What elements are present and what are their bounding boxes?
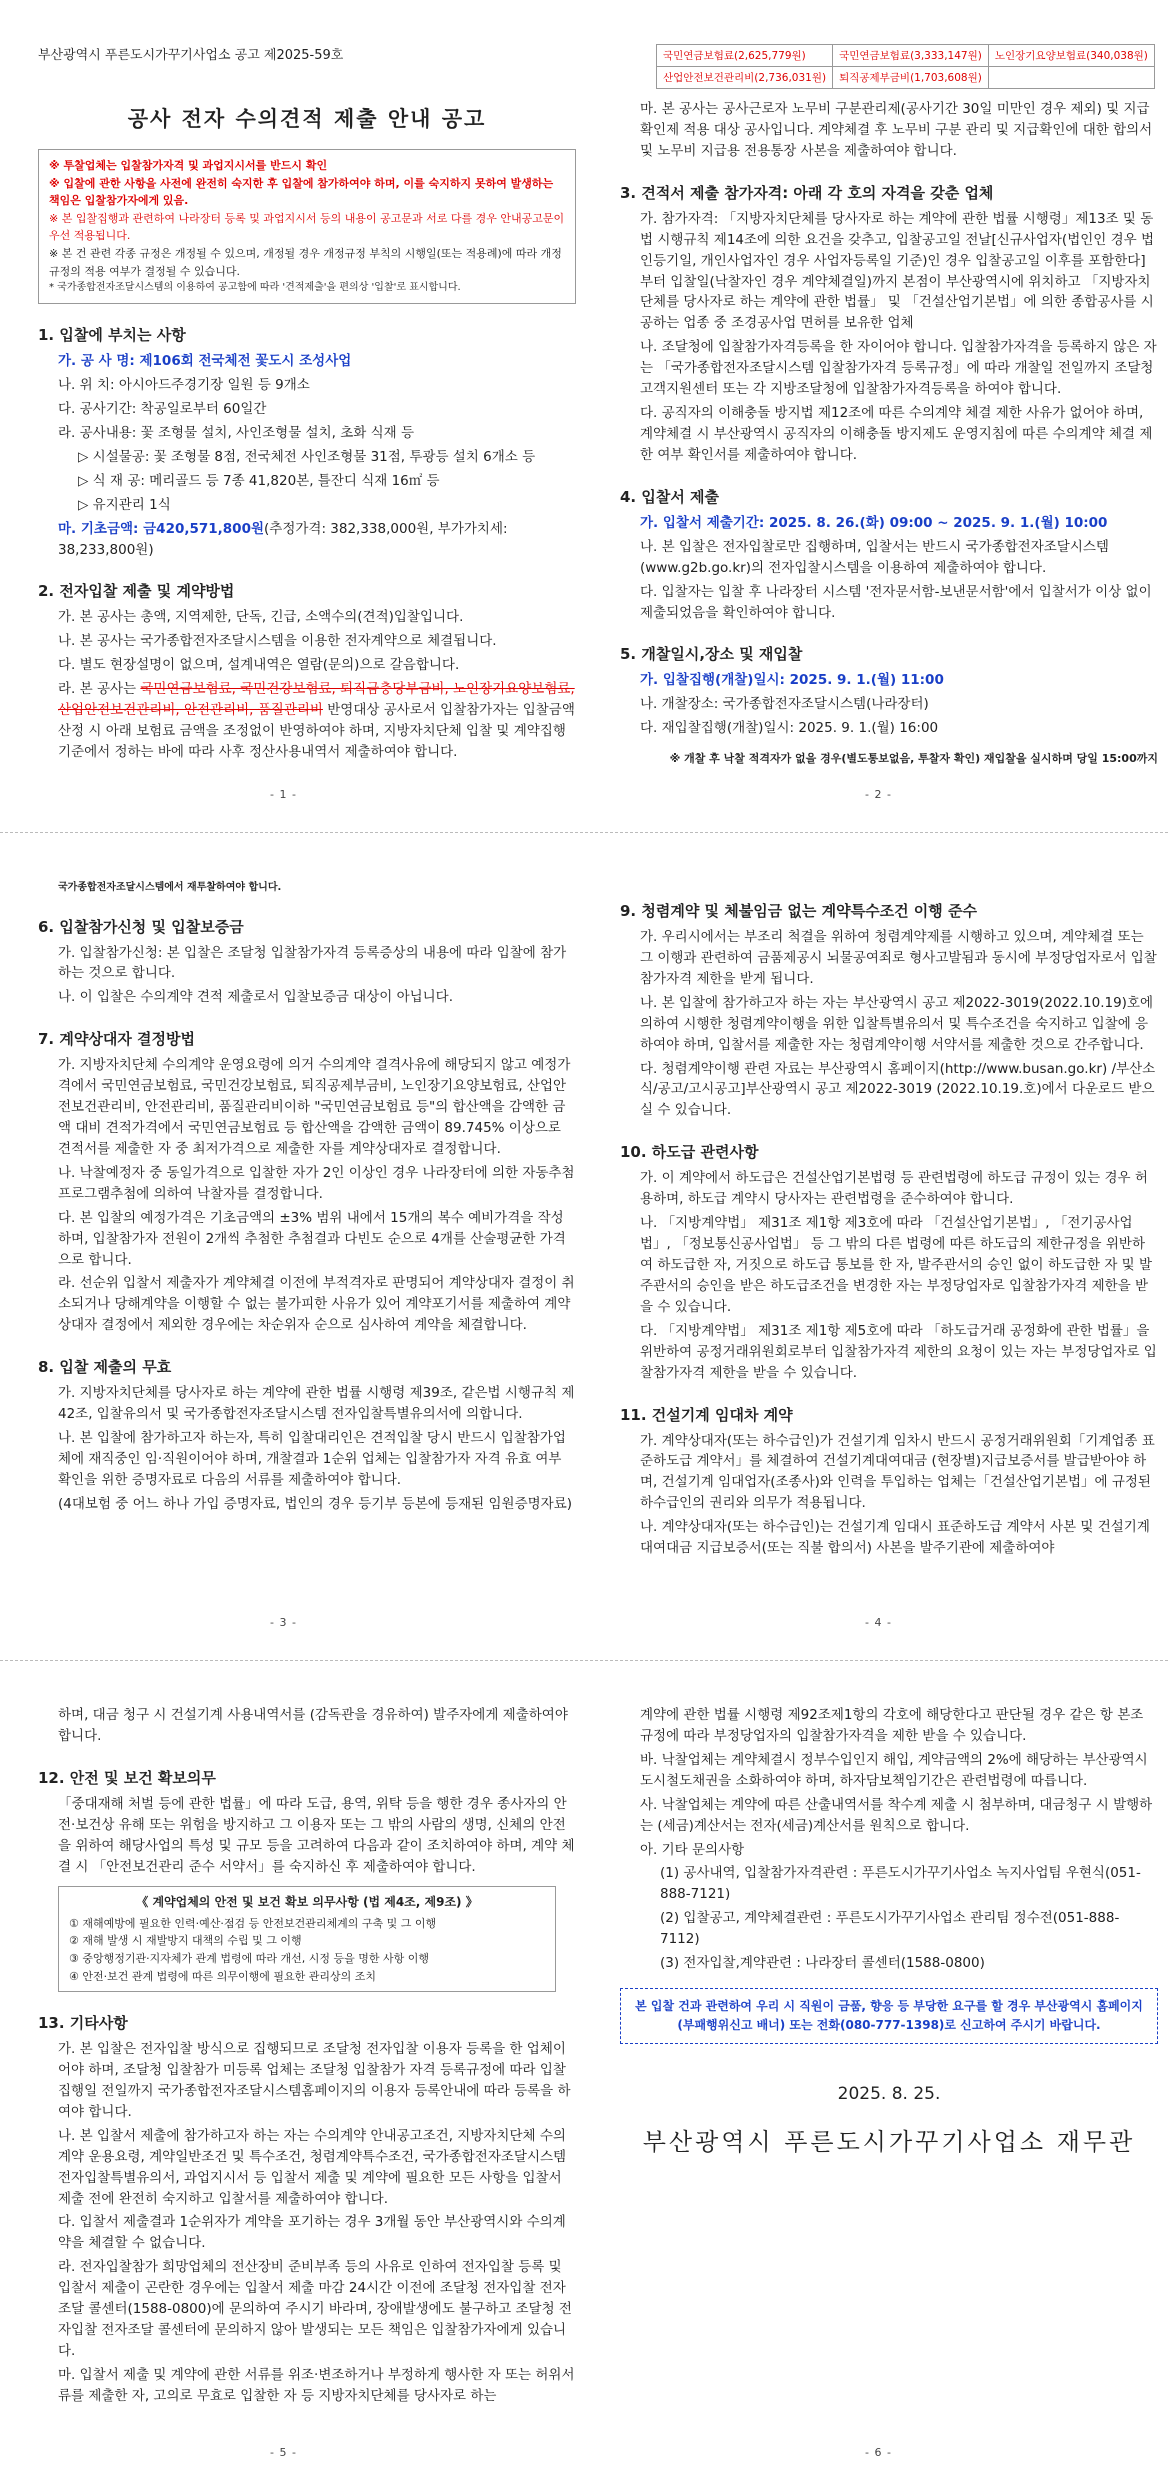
section-item: 사. 낙찰업체는 계약에 따른 산출내역서를 착수계 제출 시 첨부하며, 대금청구 시 발행하는 (세금)계산서는 전자(세금)계산서를 원칙으로 합니다. (640, 1796, 1153, 1834)
section-item: 다. 공직자의 이해충돌 방지법 제12조에 따른 수의계약 체결 제한 사유가 없어야 하며, 계약체결 시 부산광역시 공직자의 이해충돌 방지제도 운영지침에 따른 수의계약 체결 제한 여부 확인서를 제출하여야 합니다. (640, 405, 1153, 463)
page-1 (38, 44, 576, 766)
section-item: ▷ 식 재 공: 메리골드 등 7종 41,820본, 틀잔디 식재 16㎡ 등 (78, 472, 440, 489)
section-item: 가. 우리시에서는 부조리 척결을 위하여 청렴계약제를 시행하고 있으며, 계약체결 또는 그 이행과 관련하여 금품제공시 뇌물공여죄로 형사고발됨과 동시에 부정당업자로서 입찰참가자격 제한을 받게 됩니다. (640, 929, 1157, 987)
section-heading: 11. 건설기계 임대차 계약 (620, 1405, 793, 1424)
notice-line: * 국가종합전자조달시스템의 이용하여 공고함에 따라 '견적제출'을 편의상 '입찰'로 표시합니다. (49, 282, 461, 294)
section-item: ▷ 시설물공: 꽃 조형물 8점, 전국체전 사인조형물 31점, 투광등 설치 6개소 등 (78, 448, 536, 465)
page-divider (0, 832, 1168, 833)
section-item: 나. 위 치: 아시아드주경기장 일원 등 9개소 (58, 377, 310, 394)
section-item: 가. 본 공사는 총액, 지역제한, 단독, 긴급, 소액수의(견적)입찰입니다. (58, 609, 464, 626)
section-item: 나. 본 입찰서 제출에 참가하고자 하는 자는 수의계약 안내공고조건, 지방자치단체 수의계약 운용요령, 계약일반조건 및 특수조건, 청렴계약특수조건, 국가종합전자조달시스템 전자입찰특별유의서, 과업지시서 등 입찰서 제출 및 계약에 필요한 모든 사항을 입찰서 제출 전에 완전히 숙지하고 입찰서를 제출하여야 합니다. (58, 2127, 567, 2207)
page-4 (620, 880, 1158, 1562)
contact-item: (3) 전자입찰,계약관련 : 나라장터 콜센터(1588-0800) (660, 1955, 985, 1972)
section-item: 다. 입찰서 제출결과 1순위자가 계약을 포기하는 경우 3개월 동안 부산광역시와 수의계약을 체결할 수 없습니다. (58, 2214, 566, 2252)
section-item: 나. 본 입찰은 전자입찰로만 집행하며, 입찰서는 반드시 국가종합전자조달시스템 (www.g2b.go.kr)의 전자입찰시스템을 이용하여 제출하여야 합니다. (640, 538, 1109, 576)
page-number: - 1 - (270, 788, 297, 801)
page-6 (620, 1705, 1158, 2157)
section-heading: 2. 전자입찰 제출 및 계약방법 (38, 582, 235, 601)
table-row (657, 67, 1155, 89)
page-2 (620, 44, 1158, 777)
section-item (58, 679, 576, 763)
section-item: 다. 청렴계약이행 관련 자료는 부산광역시 홈페이지(http://www.busan.go.kr) /부산소식/공고/고시공고]부산광역시 공고 제2022-3019 (2022.10.19.호)에서 다운로드 받으실 수 있습니다. (640, 1060, 1156, 1119)
section-heading: 3. 견적서 제출 참가자격: 아래 각 호의 자격을 갖춘 업체 (620, 183, 994, 202)
corruption-report-notice: 본 입찰 건과 관련하여 우리 시 직원이 금품, 향응 등 부당한 요구를 할 경우 부산광역시 홈페이지(부패행위신고 배너) 또는 전화(080-777-1398)로 신고하여 주시기 바랍니다. (620, 1988, 1158, 2044)
section-item: 나. 본 입찰에 참가하고자 하는자, 특히 입찰대리인은 견적입찰 당시 반드시 입찰참가업체에 재직중인 임·직원이어야 하며, 개찰결과 1순위 업체는 입찰참가자 자격 유효 여부 확인을 위한 증명자료로 다음의 서류를 제출하여야 합니다. (58, 1430, 566, 1488)
page-number: - 3 - (270, 1616, 297, 1629)
section-item: 나. 개찰장소: 국가종합전자조달시스템(나라장터) (640, 696, 929, 713)
section-item: 가. 입찰서 제출기간: 2025. 8. 26.(화) 09:00 ~ 2025. 9. 1.(월) 10:00 (640, 514, 1108, 531)
section-heading: 12. 안전 및 보건 확보의무 (38, 1768, 216, 1787)
base-amount-detail: (추정가격: 382,338,000원, 부가가치세: 38,233,800원) (58, 520, 508, 558)
page-number: - 6 - (865, 2446, 892, 2459)
section-item: 다. 본 입찰의 예정가격은 기초금액의 ±3% 범위 내에서 15개의 복수 예비가격을 작성하며, 입찰참가자 전원이 2개씩 추첨한 추첨결과 다빈도 순으로 4개를 산술평균한 가격으로 합니다. (58, 1209, 566, 1268)
section-heading: 7. 계약상대자 결정방법 (38, 1030, 195, 1049)
section-heading: 10. 하도급 관련사항 (620, 1143, 759, 1162)
section-item: 가. 지방자치단체를 당사자로 하는 계약에 관한 법률 시행령 제39조, 같은법 시행규칙 제42조, 입찰유의서 및 국가종합전자조달시스템 전자입찰특별유의서에 의합니다. (58, 1385, 575, 1423)
table-cell: 국민연금보험료(3,333,147원) (833, 45, 989, 67)
safety-box-title: 《 계약업체의 안전 및 보건 확보 의무사항 (법 제4조, 제9조) 》 (136, 1894, 478, 1909)
notice-line: ※ 본 입찰집행과 관련하여 나라장터 등록 및 과업지시서 등의 내용이 공고문과 서로 다를 경우 안내공고문이 우선 적용됩니다. (49, 211, 565, 243)
section-item: 가. 이 계약에서 하도급은 건설산업기본법령 등 관련법령에 하도급 규정이 있는 경우 허용하며, 하도급 계약시 당사자는 관련법령을 준수하여야 합니다. (640, 1170, 1148, 1208)
section-item: (4대보험 중 어느 하나 가입 증명자료, 법인의 경우 등기부 등본에 등재된 임원증명자료) (58, 1495, 573, 1512)
safety-box-item: ① 재해예방에 필요한 인력·예산·점검 등 안전보건관리체계의 구축 및 그 이행 (69, 1916, 437, 1930)
section-item: 마. 입찰서 제출 및 계약에 관한 서류를 위조·변조하거나 부정하게 행사한 자 또는 허위서류를 제출한 자, 고의로 무효로 입찰한 자 등 지방자치단체를 당사자로 하는 (58, 2366, 575, 2404)
section-item: 나. 조달청에 입찰참가자격등록을 한 자이어야 합니다. 입찰참가자격을 등록하지 않은 자는 「국가종합전자조달시스템 입찰참가자격 등록규정」에 따라 개찰일 전일까지 조달청 고객지원센터 또는 각 지방조달청에 입찰참가자격등록을 하여야 합니다. (640, 339, 1157, 398)
section-heading: 13. 기타사항 (38, 2014, 128, 2033)
section-item: 가. 입찰참가신청: 본 입찰은 조달청 입찰참가자격 등록증상의 내용에 따라 입찰에 참가하는 것으로 합니다. (58, 944, 567, 982)
safety-box-item: ② 재해 발생 시 재발방지 대책의 수립 및 그 이행 (69, 1934, 302, 1948)
notice-box (38, 149, 576, 304)
page-5 (38, 1705, 576, 2410)
page-divider (0, 1660, 1168, 1661)
section-heading: 9. 청렴계약 및 체불임금 없는 계약특수조건 이행 준수 (620, 902, 977, 920)
section-item: 다. 공사기간: 착공일로부터 60일간 (58, 401, 267, 417)
section-item (58, 519, 576, 561)
item-text: 라. 본 공사는 (58, 681, 137, 698)
page-number: - 2 - (865, 788, 892, 801)
item-text: 반영대상 공사로서 입찰참가자는 입찰금액 산정 시 아래 보험료 금액을 조정없이 반영하여야 하며, 지방자치단체 입찰 및 계약집행기준에서 정하는 바에 따라 사후 정산사용내역서 제출하여야 합니다. (58, 702, 575, 760)
notice-number: 부산광역시 푸른도시가꾸기사업소 공고 제2025-59호 (38, 48, 344, 63)
table-cell: 노인장기요양보험료(340,038원) (988, 45, 1154, 67)
section-item: 마. 본 공사는 공사근로자 노무비 구분관리제(공사기간 30일 미만인 경우 제외) 및 지급확인제 적용 대상 공사입니다. 계약체결 후 노무비 구분 관리 및 지급확인에 대한 합의서 및 노무비 지급용 전용통장 사본을 제출하여야 합니다. (640, 101, 1153, 159)
section-heading: 4. 입찰서 제출 (620, 487, 720, 506)
table-cell: 국민연금보험료(2,625,779원) (657, 45, 833, 67)
table-cell (988, 67, 1154, 89)
signature-organization: 부산광역시 푸른도시가꾸기사업소 재무관 (642, 2128, 1136, 2157)
table-cell: 산업안전보건관리비(2,736,031원) (657, 67, 833, 89)
section-item: 나. 계약상대자(또는 하수급인)는 건설기계 임대시 표준하도급 계약서 사본 및 건설기계대여대금 지급보증서(또는 직불 합의서) 사본을 발주기관에 제출하여야 (640, 1519, 1150, 1557)
section-item: 라. 선순위 입찰서 제출자가 계약체결 이전에 부적격자로 판명되어 계약상대자 결정이 취소되거나 당해계약을 이행할 수 없는 불가피한 사유가 있어 계약포기서를 제출하여 계약상대자 결정에서 제외한 경우에는 차순위자 순으로 심사하여 계약을 체결합니다. (58, 1275, 575, 1334)
section-heading: 8. 입찰 제출의 무효 (38, 1358, 172, 1377)
section-item: 다. 입찰자는 입찰 후 나라장터 시스템 '전자문서함-보낸문서함'에서 입찰서가 이상 없이 제출되었음을 확인하여야 합니다. (640, 583, 1152, 621)
base-amount: 마. 기초금액: 금420,571,800원 (58, 520, 265, 537)
section-item: 나. 본 공사는 국가종합전자조달시스템을 이용한 전자계약으로 체결됩니다. (58, 633, 497, 650)
continued-text: 하며, 대금 청구 시 건설기계 사용내역서를 (감독관을 경유하여) 발주자에게 제출하여야 합니다. (58, 1707, 568, 1744)
section-heading: 6. 입찰참가신청 및 입찰보증금 (38, 917, 244, 936)
section-item: 아. 기타 문의사항 (640, 1841, 745, 1858)
continued-text: 계약에 관한 법률 시행령 제92조제1항의 각호에 해당한다고 판단될 경우 같은 항 본조 규정에 따라 부정당업자의 입찰참가자격을 제한 받을 수 있습니다. (640, 1707, 1144, 1744)
section-item: 가. 입찰집행(개찰)일시: 2025. 9. 1.(월) 11:00 (640, 672, 944, 689)
section-item: 가. 계약상대자(또는 하수급인)가 건설기계 임차시 반드시 공정거래위원회「기계업종 표준하도급 계약서」를 체결하여 건설기계대여대금 (현장별)지급보증서를 발급받아야 하며, 건설기계 임대업자(조종사)와 인력을 투입하는 업체는「건설산업기본법」에 규정된 하수급인의 권리와 의무가 적용됩니다. (640, 1432, 1155, 1512)
section-item: 바. 낙찰업체는 계약체결시 정부수입인지 해입, 계약금액의 2%에 해당하는 부산광역시 도시철도채권을 소화하여야 하며, 하자담보책임기간은 관련법령에 따릅니다. (640, 1751, 1148, 1789)
safety-box-item: ④ 안전·보건 관계 법령에 따른 의무이행에 필요한 관리상의 조치 (69, 1969, 376, 1983)
fee-table (656, 44, 1155, 89)
notice-line: ※ 투찰업체는 입찰참가자격 및 과업지시서를 반드시 확인 (49, 159, 328, 172)
page-number: - 4 - (865, 1616, 892, 1629)
notice-line: ※ 본 건 관련 각종 규정은 개정될 수 있으며, 개정될 경우 개정규정 부칙의 시행일(또는 적용례)에 따라 개정규정의 적용 여부가 결정될 수 있습니다. (49, 246, 562, 278)
section-item: 가. 참가자격: 「지방자치단체를 당사자로 하는 계약에 관한 법률 시행령」제13조 및 동법 시행규칙 제14조에 의한 요건을 갖추고, 입찰공고일 전날[신규사업자(법인인 경우 법인등기일, 개인사업자인 경우 사업자등록일 기준)인 경우 입찰공고일 이후를 포함한다]부터 입찰일(낙찰자인 경우 계약체결일)까지 본점이 부산광역시에 위치하고 「지방자치단체를 당사자로 하는 계약에 관한 법률」 및 「건설산업기본법」에 의한 종합공사를 시공하는 업종 중 조경공사업 면허를 보유한 업체 (640, 210, 1155, 332)
contact-item: (2) 입찰공고, 계약체결관련 : 푸른도시가꾸기사업소 관리팀 정수전(051-888-7112) (660, 1910, 1120, 1948)
safety-box-item: ③ 중앙행정기관·지자체가 관계 법령에 따라 개선, 시정 등을 명한 사항 이행 (69, 1951, 429, 1965)
section-item: 가. 지방자치단체 수의계약 운영요령에 의거 수의계약 결격사유에 해당되지 않고 예정가격에서 국민연금보험료, 국민건강보험료, 퇴직공제부금비, 노인장기요양보험료, 산업안전보건관리비, 안전관리비, 품질관리비이하 "국민연금보험료 등"의 합산액을 감액한 금액 대비 견적가격에서 국민연금보험료 등 합산액을 감액한 금액이 89.745% 이상으로 견적서를 제출한 자 중 최저가격으로 제출한 자를 계약상대자로 결정합니다. (58, 1057, 571, 1157)
page-3 (38, 880, 576, 1518)
section-item: 라. 공사내용: 꽃 조형물 설치, 사인조형물 설치, 초화 식재 등 (58, 424, 414, 441)
section-heading: 1. 입찰에 부치는 사항 (38, 326, 186, 345)
section-item: 나. 이 입찰은 수의계약 견적 제출로서 입찰보증금 대상이 아닙니다. (58, 989, 454, 1006)
table-row (657, 45, 1155, 67)
notice-line: ※ 입찰에 관한 사항을 사전에 완전히 숙지한 후 입찰에 참가하여야 하며, 이를 숙지하지 못하여 발생하는 책임은 입찰참가자에게 있음. (49, 176, 554, 208)
highlighted-fees: 국민연금보험료, 국민건강보험료, 퇴직금충당부금비, 노인장기요양보험료, 산업안전보건관리비, 안전관리비, 품질관리비 (58, 681, 575, 719)
section-heading: 5. 개찰일시,장소 및 재입찰 (620, 645, 803, 664)
section-item: 다. 재입찰집행(개찰)일시: 2025. 9. 1.(월) 16:00 (640, 720, 939, 737)
section-item: 다. 「지방계약법」 제31조 제1항 제5호에 따라 「하도급거래 공정화에 관한 법률」을 위반하여 공정거래위원회로부터 입찰참가자격 제한의 요청이 있는 자는 부정당업자로 입찰참가자격 제한을 받을 수 있습니다. (640, 1322, 1157, 1381)
table-cell: 퇴직공제부금비(1,703,608원) (833, 67, 989, 89)
signature-date: 2025. 8. 25. (837, 2084, 941, 2105)
section-item: 나. 「지방계약법」 제31조 제1항 제3호에 따라 「건설산업기본법」, 「전기공사업법」, 「정보통신공사업법」 등 그 밖의 다른 법령에 따른 하도급의 제한규정을 위반하여 하도급한 자, 거짓으로 하도급 통보를 한 자, 발주관서의 승인 없이 하도급한 자 및 발주관서의 승인을 받은 하도급조건을 변경한 자는 부정당업자로 입찰참가자격 제한을 받을 수 있습니다. (640, 1215, 1153, 1315)
section-item: 「중대재해 처벌 등에 관한 법률」에 따라 도급, 용역, 위탁 등을 행한 경우 종사자의 안전·보건상 유해 또는 위험을 방지하고 그 이용자 또는 그 밖의 사람의 생명, 신체의 안전을 위하여 해당사업의 특성 및 규모 등을 고려하여 다음과 같이 조치하여야 하며, 계약 체결 시 「안전보건관리 준수 서약서」를 숙지하신 후 제출하여야 합니다. (58, 1795, 575, 1875)
document-title: 공사 전자 수의견적 제출 안내 공고 (127, 107, 487, 131)
section-item: 가. 본 입찰은 전자입찰 방식으로 집행되므로 조달청 전자입찰 이용자 등록을 한 업체이어야 하며, 조달청 입찰참가 미등록 업체는 조달청 입찰참가 자격 등록규정에 따라 입찰집행일 전일까지 국가종합전자조달시스템홈페이지의 이용자 등록안내에 따라 등록을 하여야 합니다. (58, 2041, 571, 2120)
page-number: - 5 - (270, 2446, 297, 2459)
continued-text: 국가종합전자조달시스템에서 재투찰하여야 합니다. (58, 882, 282, 893)
safety-duty-box (58, 1886, 556, 1993)
section-item: 나. 낙찰예정자 중 동일가격으로 입찰한 자가 2인 이상인 경우 나라장터에 의한 자동추첨프로그램추첨에 의하여 낙찰자를 결정합니다. (58, 1164, 575, 1202)
section-item: 라. 전자입찰참가 희망업체의 전산장비 준비부족 등의 사유로 인하여 전자입찰 등록 및 입찰서 제출이 곤란한 경우에는 입찰서 제출 마감 24시간 이전에 조달청 전자입찰 전자조달 콜센터(1588-0800)에 문의하여 주시기 바라며, 장애발생에도 불구하고 조달청 전자입찰 전자조달 콜센터에 문의하지 않아 발생되는 모든 책임은 입찰참가자에게 있습니다. (58, 2259, 572, 2359)
section-item: 나. 본 입찰에 참가하고자 하는 자는 부산광역시 공고 제2022-3019(2022.10.19)호에 의하여 시행한 청렴계약이행을 위한 입찰특별유의서 및 특수조건을 숙지하고 입찰에 응하여야 하며, 입찰서를 제출한 자는 청렴계약이행 서약서를 제출한 것으로 간주합니다. (640, 994, 1154, 1053)
contact-item: (1) 공사내역, 입찰참가자격관련 : 푸른도시가꾸기사업소 녹지사업팀 우현식(051-888-7121) (660, 1865, 1141, 1903)
reinvitation-note: ※ 개찰 후 낙찰 적격자가 없을 경우(별도통보없음, 투찰자 확인) 재입찰을 실시하며 당일 15:00까지 (669, 752, 1158, 766)
section-item: 가. 공 사 명: 제106회 전국체전 꽃도시 조성사업 (58, 353, 352, 370)
section-item: 다. 별도 현장설명이 없으며, 설계내역은 열람(문의)으로 갈음합니다. (58, 657, 460, 674)
section-item: ▷ 유지관리 1식 (78, 496, 171, 513)
